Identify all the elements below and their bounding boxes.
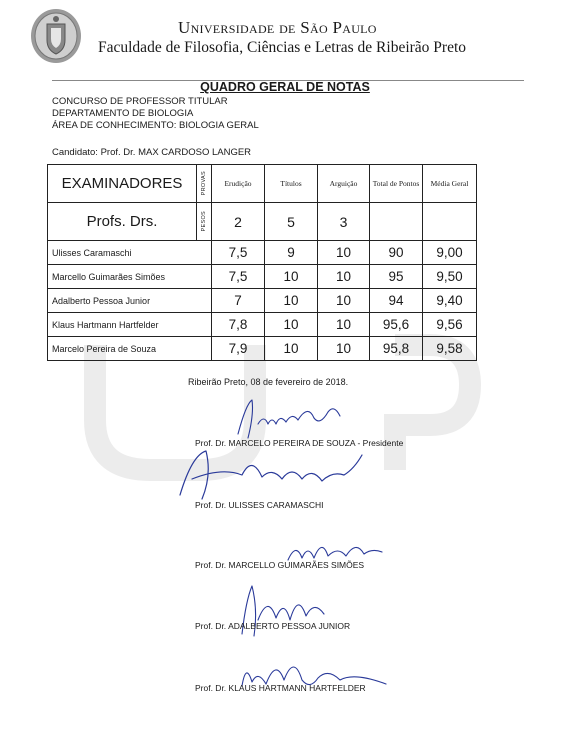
place-date: Ribeirão Preto, 08 de fevereiro de 2018.	[188, 377, 349, 387]
col-total: Total de Pontos	[370, 165, 423, 203]
score-arguicao: 10	[318, 289, 370, 313]
signature-line-caramaschi: Prof. Dr. ULISSES CARAMASCHI	[195, 500, 324, 510]
average: 9,00	[423, 241, 477, 265]
header-row	[48, 165, 477, 203]
score-titulos: 10	[265, 337, 318, 361]
faculty-name: Faculdade de Filosofia, Ciências e Letras de Ribeirão Preto	[98, 39, 467, 56]
score-erudicao: 7	[212, 289, 265, 313]
university-name: Universidade de São Paulo	[178, 18, 377, 37]
average: 9,56	[423, 313, 477, 337]
score-arguicao: 10	[318, 313, 370, 337]
score-titulos: 10	[265, 313, 318, 337]
average: 9,58	[423, 337, 477, 361]
score-titulos: 10	[265, 289, 318, 313]
signature-line-pessoa: Prof. Dr. ADALBERTO PESSOA JUNIOR	[195, 621, 351, 631]
col-media: Média Geral	[423, 165, 477, 203]
score-arguicao: 10	[318, 265, 370, 289]
examiner-name: Marcello Guimarães Simões	[48, 265, 212, 289]
provas-label: PROVAS	[197, 165, 212, 203]
score-erudicao: 7,5	[212, 265, 265, 289]
signature-line-president: Prof. Dr. MARCELO PEREIRA DE SOUZA - Presidente	[195, 438, 404, 448]
total-points: 95,8	[370, 337, 423, 361]
examiner-name: Klaus Hartmann Hartfelder	[48, 313, 212, 337]
table-row	[48, 289, 477, 313]
table-row	[48, 265, 477, 289]
weights-row	[48, 203, 477, 241]
score-titulos: 10	[265, 265, 318, 289]
examiners-header: EXAMINADORES	[48, 165, 197, 203]
profs-label: Profs. Drs.	[48, 203, 197, 241]
col-erudicao: Erudição	[212, 165, 265, 203]
score-erudicao: 7,9	[212, 337, 265, 361]
examiner-name: Adalberto Pessoa Junior	[48, 289, 212, 313]
document-title: QUADRO GERAL DE NOTAS	[200, 80, 370, 94]
pesos-label: PESOS	[197, 203, 212, 241]
table-row	[48, 337, 477, 361]
average: 9,50	[423, 265, 477, 289]
table-row	[48, 313, 477, 337]
examiner-name: Ulisses Caramaschi	[48, 241, 212, 265]
total-points: 95	[370, 265, 423, 289]
signature-line-hartfelder: Prof. Dr. KLAUS HARTMANN HARTFELDER	[195, 683, 366, 693]
contest-line: CONCURSO DE PROFESSOR TITULAR	[52, 96, 228, 107]
total-points: 94	[370, 289, 423, 313]
weight-titulos: 5	[265, 203, 318, 241]
signature-pessoa	[232, 580, 342, 640]
grades-table	[47, 164, 477, 361]
total-points: 95,6	[370, 313, 423, 337]
score-arguicao: 10	[318, 241, 370, 265]
score-erudicao: 7,5	[212, 241, 265, 265]
department-line: DEPARTAMENTO DE BIOLOGIA	[52, 108, 194, 119]
table-row	[48, 241, 477, 265]
weight-arguicao: 3	[318, 203, 370, 241]
empty-cell	[423, 203, 477, 241]
examiner-name: Marcelo Pereira de Souza	[48, 337, 212, 361]
usp-seal-icon	[30, 8, 82, 64]
total-points: 90	[370, 241, 423, 265]
weight-erudicao: 2	[212, 203, 265, 241]
score-titulos: 9	[265, 241, 318, 265]
empty-cell	[370, 203, 423, 241]
candidate-line: Candidato: Prof. Dr. MAX CARDOSO LANGER	[52, 147, 252, 158]
signature-president	[228, 394, 358, 444]
average: 9,40	[423, 289, 477, 313]
col-arguicao: Arguição	[318, 165, 370, 203]
area-line: ÁREA DE CONHECIMENTO: BIOLOGIA GERAL	[52, 120, 259, 131]
signature-caramaschi	[172, 445, 372, 505]
score-erudicao: 7,8	[212, 313, 265, 337]
score-arguicao: 10	[318, 337, 370, 361]
col-titulos: Títulos	[265, 165, 318, 203]
letterhead	[30, 8, 550, 68]
signature-line-simoes: Prof. Dr. MARCELLO GUIMARÃES SIMÕES	[195, 560, 365, 570]
